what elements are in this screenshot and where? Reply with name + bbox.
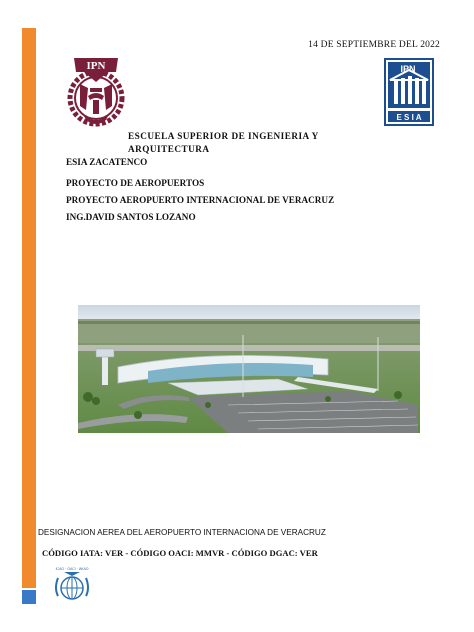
esia-logo-top-text: IPN [400,64,416,74]
airport-codes: CÓDIGO IATA: VER - CÓDIGO OACI: MMVR - CÓDIGO DGAC: VER [42,548,318,558]
airport-designation: DESIGNACION AEREA DEL AEROPUERTO INTERNACIONA DE VERACRUZ [38,528,326,537]
airport-aerial-photo [78,305,420,433]
ipn-logo-text: IPN [86,60,106,72]
project-professor: ING.DAVID SANTOS LOZANO [66,212,196,222]
school-name-line2: ESIA ZACATENCO [66,157,148,167]
icao-logo [44,566,100,610]
ipn-logo [66,54,126,136]
esia-logo-bottom-text: E S I A [396,113,422,122]
blue-accent-square [22,590,36,604]
project-course: PROYECTO DE AEROPUERTOS [66,178,205,188]
document-date: 14 DE SEPTIEMBRE DEL 2022 [308,40,440,50]
project-title: PROYECTO AEROPUERTO INTERNACIONAL DE VERACRUZ [66,195,335,205]
school-name [66,130,396,169]
icao-logo-text: ICAO · OACI · ИКАО [55,567,89,571]
project-info [66,175,334,226]
orange-accent-bar [22,28,36,588]
esia-logo [384,58,434,126]
school-name-line1: ESCUELA SUPERIOR DE INGENIERIA Y ARQUITECTURA [128,131,319,154]
